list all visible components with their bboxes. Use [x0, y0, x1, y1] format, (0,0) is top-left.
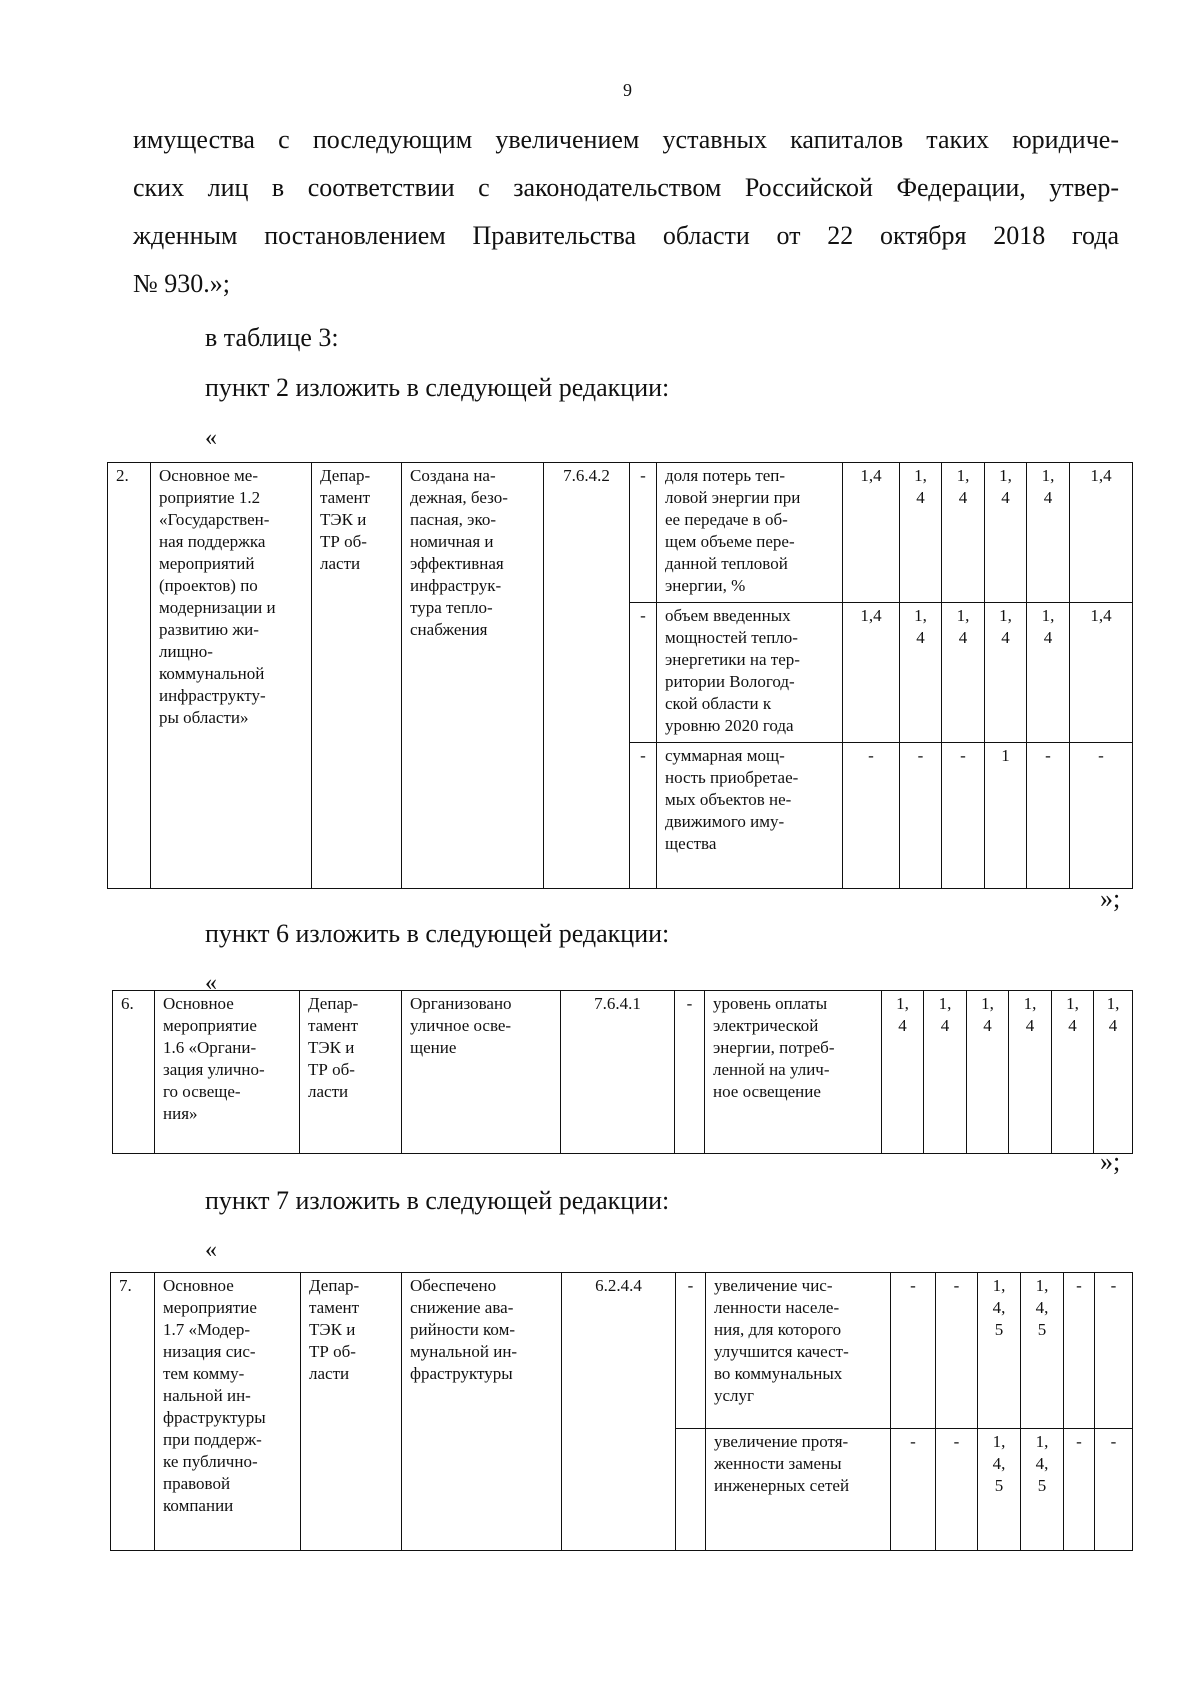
event-cell: Основное ме- роприятие 1.2 «Государствен- ная поддержка мероприятий (проектов) по модернизации и развитию жи- лищно- коммунальной инфраструкту- ры области»	[151, 463, 312, 889]
dash-cell: -	[676, 1273, 706, 1429]
value-cell: -	[891, 1429, 936, 1551]
code-cell: 6.2.4.4	[562, 1273, 676, 1551]
indicator-cell: объем введенных мощностей тепло- энергетики на тер- ритории Вологод- ской области к уровню 2020 года	[657, 603, 843, 743]
dash-cell: -	[630, 463, 657, 603]
in-table-line: в таблице 3:	[205, 323, 339, 352]
value-cell: -	[936, 1429, 978, 1551]
value-cell: 1, 4	[985, 603, 1027, 743]
result-cell: Организовано уличное осве- щение	[402, 991, 561, 1154]
value-cell: -	[1095, 1273, 1133, 1429]
event-cell: Основное мероприятие 1.7 «Модер- низация сис- тем комму- нальной ин- фраструктуры при поддерж- ке публично- правовой компании	[155, 1273, 301, 1551]
close-quote: »;	[1100, 1147, 1121, 1176]
table-row	[113, 991, 1133, 1154]
code-cell: 7.6.4.2	[544, 463, 630, 889]
value-cell: -	[1064, 1273, 1095, 1429]
value-cell: 1,4	[1070, 603, 1133, 743]
row-number: 6.	[113, 991, 155, 1154]
indicator-cell: доля потерь теп- ловой энергии при ее передаче в об- щем объеме пере- данной тепловой энергии, %	[657, 463, 843, 603]
value-cell: 1, 4	[967, 991, 1009, 1154]
value-cell: -	[1095, 1429, 1133, 1551]
result-cell: Обеспечено снижение ава- рийности ком- мунальной ин- фраструктуры	[402, 1273, 562, 1551]
value-cell: 1	[985, 743, 1027, 889]
executor-cell: Депар- тамент ТЭК и ТР об- ласти	[312, 463, 402, 889]
value-cell: -	[942, 743, 985, 889]
section-heading: пункт 6 изложить в следующей редакции:	[205, 919, 670, 948]
dash-cell: -	[630, 743, 657, 889]
value-cell: -	[936, 1273, 978, 1429]
value-cell: 1, 4, 5	[978, 1273, 1021, 1429]
section-heading: пункт 7 изложить в следующей редакции:	[205, 1186, 670, 1215]
dash-cell: -	[630, 603, 657, 743]
dash-cell: -	[675, 991, 705, 1154]
value-cell: 1, 4	[882, 991, 924, 1154]
table-point-6	[112, 990, 1133, 1154]
value-cell: 1, 4, 5	[978, 1429, 1021, 1551]
indicator-cell: увеличение чис- ленности населе- ния, для которого улучшится качест- во коммунальных услуг	[706, 1273, 891, 1429]
value-cell: 1, 4	[985, 463, 1027, 603]
value-cell: 1, 4	[1052, 991, 1094, 1154]
executor-cell: Депар- тамент ТЭК и ТР об- ласти	[300, 991, 402, 1154]
table-point-2	[107, 462, 1133, 889]
value-cell: 1,4	[1070, 463, 1133, 603]
value-cell: -	[1027, 743, 1070, 889]
table-row	[108, 463, 1133, 603]
event-cell: Основное мероприятие 1.6 «Органи- зация улично- го освеще- ния»	[155, 991, 300, 1154]
value-cell: 1, 4	[942, 463, 985, 603]
indicator-cell: суммарная мощ- ность приобретае- мых объектов не- движимого иму- щества	[657, 743, 843, 889]
table-point-7	[110, 1272, 1133, 1551]
page-number: 9	[623, 80, 632, 100]
open-quote: «	[205, 970, 217, 996]
indicator-cell: увеличение протя- женности замены инженерных сетей	[706, 1429, 891, 1551]
intro-line: жденным постановлением Правительства области от 22 октября 2018 года	[133, 221, 1119, 250]
code-cell: 7.6.4.1	[561, 991, 675, 1154]
value-cell: 1, 4	[900, 603, 942, 743]
row-number: 2.	[108, 463, 151, 889]
close-quote: »;	[1100, 884, 1121, 913]
indicator-cell: уровень оплаты электрической энергии, потреб- ленной на улич- ное освещение	[705, 991, 882, 1154]
value-cell: 1, 4	[1094, 991, 1133, 1154]
open-quote: «	[205, 1237, 217, 1263]
value-cell: -	[1070, 743, 1133, 889]
value-cell: 1, 4, 5	[1021, 1273, 1064, 1429]
result-cell: Создана на- дежная, безо- пасная, эко- номичная и эффективная инфраструк- тура тепло- снабжения	[402, 463, 544, 889]
value-cell: 1, 4, 5	[1021, 1429, 1064, 1551]
value-cell: 1, 4	[942, 603, 985, 743]
value-cell: -	[1064, 1429, 1095, 1551]
value-cell: -	[891, 1273, 936, 1429]
row-number: 7.	[111, 1273, 155, 1551]
intro-paragraph	[133, 116, 1119, 308]
intro-line: имущества с последующим увеличением уставных капиталов таких юридиче-	[133, 125, 1119, 154]
table-row	[111, 1273, 1133, 1429]
value-cell: -	[843, 743, 900, 889]
intro-line: ских лиц в соответствии с законодательством Российской Федерации, утвер-	[133, 173, 1119, 202]
executor-cell: Депар- тамент ТЭК и ТР об- ласти	[301, 1273, 402, 1551]
intro-line: № 930.»;	[133, 269, 231, 298]
value-cell: 1,4	[843, 463, 900, 603]
value-cell: -	[900, 743, 942, 889]
value-cell: 1, 4	[1027, 463, 1070, 603]
value-cell: 1, 4	[900, 463, 942, 603]
value-cell: 1, 4	[1009, 991, 1052, 1154]
dash-cell	[676, 1429, 706, 1551]
value-cell: 1, 4	[924, 991, 967, 1154]
open-quote: «	[205, 425, 217, 451]
value-cell: 1, 4	[1027, 603, 1070, 743]
value-cell: 1,4	[843, 603, 900, 743]
section-heading: пункт 2 изложить в следующей редакции:	[205, 373, 670, 402]
